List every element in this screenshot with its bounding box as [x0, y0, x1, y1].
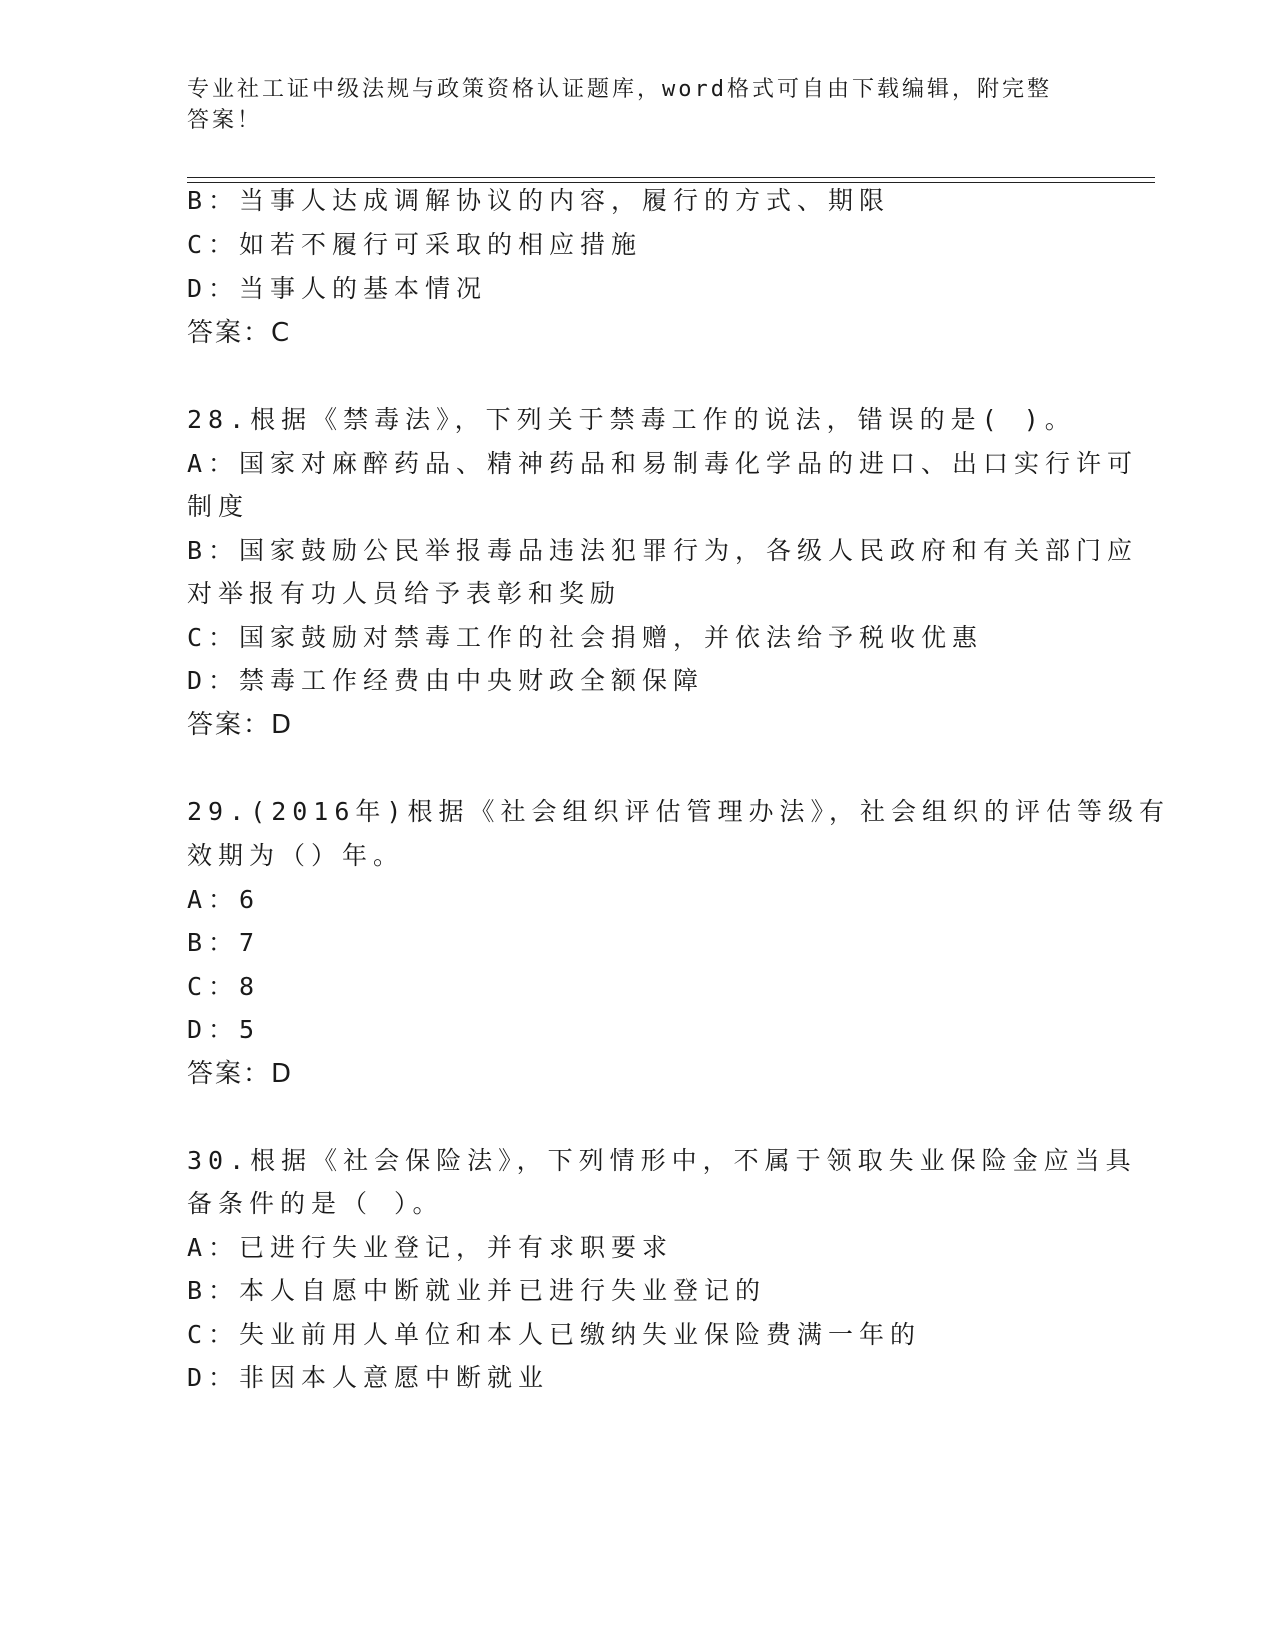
- q29-option-b: B：7: [187, 928, 261, 957]
- q27-option-c: C：如若不履行可采取的相应措施: [187, 230, 643, 259]
- q30-stem: 30.根据《社会保险法》，下列情形中，不属于领取失业保险金应当具: [187, 1146, 1137, 1175]
- q28-option-b-cont: 对举报有功人员给予表彰和奖励: [187, 579, 622, 608]
- q27-option-b: B：当事人达成调解协议的内容，履行的方式、期限: [187, 186, 891, 215]
- q28-option-a-cont: 制度: [187, 492, 250, 521]
- q29-answer: 答案：D: [187, 1059, 294, 1089]
- q28-answer: 答案：D: [187, 710, 294, 740]
- q28-stem: 28.根据《禁毒法》，下列关于禁毒工作的说法，错误的是( )。: [187, 405, 1076, 434]
- q28-option-d: D：禁毒工作经费由中央财政全额保障: [187, 666, 705, 695]
- page-header: 专业社工证中级法规与政策资格认证题库，word格式可自由下载编辑，附完整答案！: [187, 77, 1052, 133]
- header-rule-top: [187, 177, 1155, 178]
- q28-option-b: B：国家鼓励公民举报毒品违法犯罪行为，各级人民政府和有关部门应: [187, 536, 1139, 565]
- q27-option-d: D：当事人的基本情况: [187, 274, 488, 303]
- q29-option-c: C：8: [187, 972, 261, 1001]
- q28-option-c: C：国家鼓励对禁毒工作的社会捐赠，并依法给予税收优惠: [187, 623, 984, 652]
- q27-answer: 答案：C: [187, 318, 292, 348]
- header-rule-bottom: [187, 182, 1155, 183]
- q30-option-b: B：本人自愿中断就业并已进行失业登记的: [187, 1276, 767, 1305]
- q29-option-a: A：6: [187, 885, 261, 914]
- q28-option-a: A：国家对麻醉药品、精神药品和易制毒化学品的进口、出口实行许可: [187, 449, 1139, 478]
- q29-option-d: D：5: [187, 1015, 261, 1044]
- q29-stem-cont: 效期为（）年。: [187, 841, 405, 870]
- q29-stem: 29.(2016年)根据《社会组织评估管理办法》，社会组织的评估等级有: [187, 797, 1170, 826]
- q30-option-a: A：已进行失业登记，并有求职要求: [187, 1233, 674, 1262]
- q30-stem-cont: 备条件的是（ ）。: [187, 1189, 444, 1218]
- q30-option-d: D：非因本人意愿中断就业: [187, 1363, 550, 1392]
- q30-option-c: C：失业前用人单位和本人已缴纳失业保险费满一年的: [187, 1320, 922, 1349]
